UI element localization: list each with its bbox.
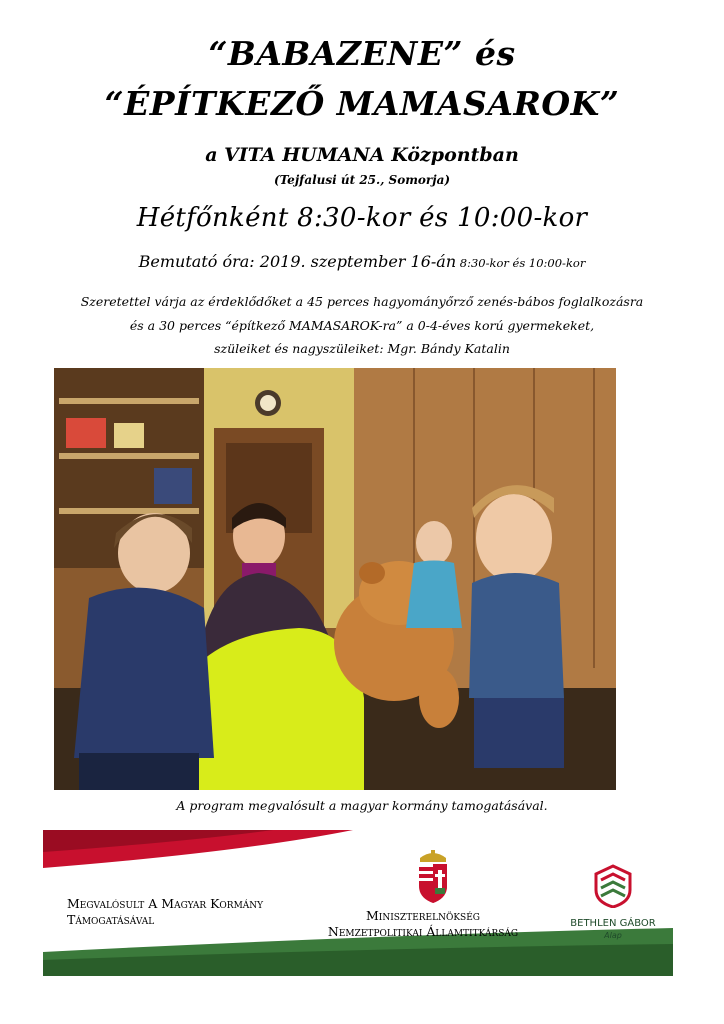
banner-mid-line-1: Miniszterelnökség xyxy=(365,908,480,923)
description-line-1: Szeretettel várja az érdeklődőket a 45 perces hagyományőrző zenés-bábos foglalkozásra xyxy=(80,294,644,309)
banner-mid-line-2: Nemzetpolitikai Államtitkárság xyxy=(327,924,519,939)
bethlen-gabor-logo-icon xyxy=(592,864,634,908)
description-line-3: szüleiket és nagyszüleiket: Mgr. Bándy Katalin xyxy=(214,341,510,356)
coat-of-arms-icon xyxy=(416,848,450,904)
banner-left-text xyxy=(67,896,263,928)
banner-right-line-1: BETHLEN GÁBOR xyxy=(570,918,656,929)
photo-caption: A program megvalósult a magyar kormány tamogatásával. xyxy=(176,798,548,813)
event-photo xyxy=(54,368,616,790)
sponsor-banner xyxy=(43,830,673,976)
banner-right-text xyxy=(568,918,658,942)
venue-line: a VITA HUMANA Központban xyxy=(205,144,519,166)
demo-times: 8:30-kor és 10:00-kor xyxy=(456,256,586,270)
title-line-1: “BABAZENE” és xyxy=(208,34,516,73)
event-photo-illustration xyxy=(54,368,616,790)
banner-right-line-2: Alap xyxy=(604,931,622,940)
address-line: (Tejfalusi út 25., Somorja) xyxy=(273,173,451,187)
title-line-2: “ÉPÍTKEZŐ MAMASAROK” xyxy=(104,84,620,123)
banner-left-line-2: Támogatásával xyxy=(67,912,155,927)
banner-mid-text xyxy=(308,908,538,940)
description-line-2: és a 30 perces “építkező MAMASAROK-ra” a 0-4-éves korú gyermekeket, xyxy=(129,318,595,333)
banner-left-line-1: Megvalósult A Magyar Kormány xyxy=(67,896,264,911)
demo-line xyxy=(0,252,724,271)
demo-main: Bemutató óra: 2019. szeptember 16-án xyxy=(138,252,457,271)
schedule-line: Hétfőnként 8:30-kor és 10:00-kor xyxy=(136,203,588,233)
